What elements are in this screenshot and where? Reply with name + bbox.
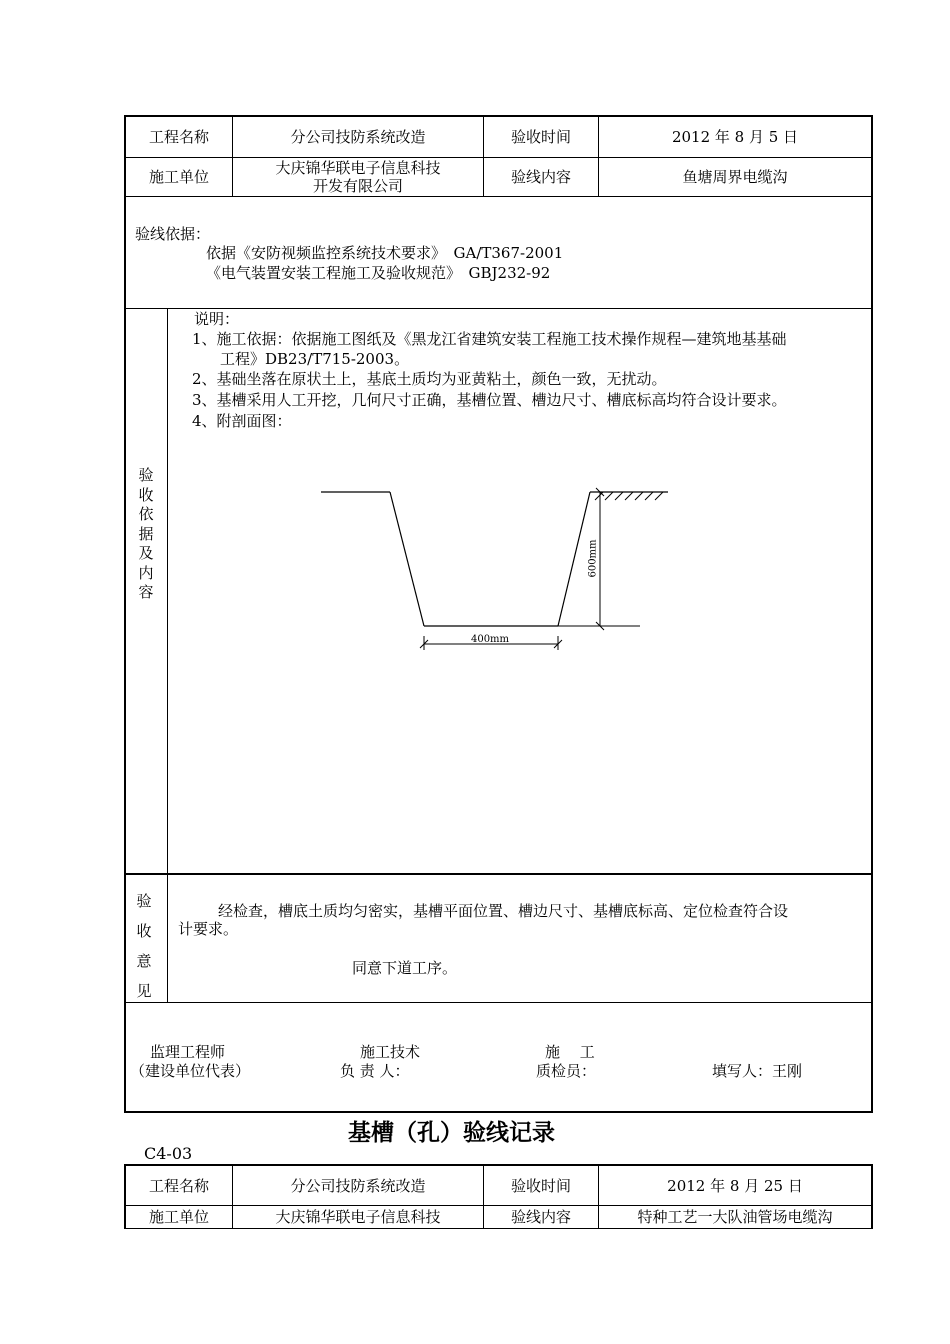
side-char: 容 bbox=[138, 583, 154, 601]
depth-label: 600mm bbox=[587, 539, 599, 578]
side-char: 意 bbox=[136, 952, 152, 970]
row-divider bbox=[124, 1228, 873, 1229]
row-divider bbox=[124, 196, 873, 197]
acceptance-time-value: 2012 年 8 月 5 日 bbox=[671, 128, 799, 146]
ground-hatch bbox=[595, 492, 663, 500]
project-name-value: 分公司技防系统改造 bbox=[290, 128, 426, 146]
side-char: 据 bbox=[138, 524, 154, 543]
width-label: 400mm bbox=[470, 634, 510, 645]
tech-lead-label-line-1: 施工技术 bbox=[360, 1043, 421, 1061]
explanation-item-3: 3、基槽采用人工开挖，几何尺寸正确，基槽位置、槽边尺寸、槽底标高均符合设计要求。 bbox=[192, 391, 787, 409]
side-col-divider bbox=[167, 308, 168, 1002]
side-char: 收 bbox=[138, 485, 154, 504]
side-char: 验 bbox=[138, 466, 154, 484]
opinion-line-2: 计要求。 bbox=[178, 920, 239, 938]
opinion-line-3: 同意下道工序。 bbox=[352, 959, 458, 977]
basis-heading: 验线依据： bbox=[135, 225, 211, 243]
acceptance-time-label: 验收时间 bbox=[510, 1176, 571, 1195]
explanation-item-1-line-1: 1、施工依据：依据施工图纸及《黑龙江省建筑安装工程施工技术操作规程—建筑地基基础 bbox=[192, 330, 787, 348]
trench-cross-section-drawing bbox=[300, 480, 680, 660]
content-label: 验线内容 bbox=[510, 168, 571, 186]
project-name-label: 工程名称 bbox=[148, 128, 209, 146]
page-title: 基槽（孔）验线记录 bbox=[348, 1120, 555, 1146]
supervisor-label-line-1: 监理工程师 bbox=[150, 1043, 226, 1061]
construction-unit-value: 大庆锦华联电子信息科技 bbox=[275, 1208, 441, 1226]
form-code: C4-03 bbox=[144, 1144, 193, 1163]
side-char: 收 bbox=[136, 922, 152, 940]
construction-unit-line2: 开发有限公司 bbox=[312, 177, 403, 195]
side-char: 依 bbox=[138, 505, 154, 523]
basis-line-1: 依据《安防视频监控系统技术要求》 GA/T367-2001 bbox=[206, 244, 564, 262]
content-label: 验线内容 bbox=[510, 1208, 571, 1226]
construction-unit-line1: 大庆锦华联电子信息科技 bbox=[275, 159, 441, 177]
basis-line-2: 《电气装置安装工程施工及验收规范》 GBJ232-92 bbox=[206, 264, 551, 282]
explanation-item-4: 4、附剖面图： bbox=[192, 412, 292, 430]
project-name-label: 工程名称 bbox=[148, 1176, 209, 1195]
construction-unit-value bbox=[233, 158, 483, 196]
construction-unit-label: 施工单位 bbox=[148, 168, 209, 186]
content-value: 鱼塘周界电缆沟 bbox=[682, 168, 788, 186]
side-label-opinion bbox=[134, 886, 154, 1006]
table-border-bottom bbox=[124, 1111, 873, 1113]
row-divider bbox=[124, 1002, 873, 1003]
side-char: 内 bbox=[138, 563, 154, 582]
inspector-label-line-1: 施 工 bbox=[545, 1043, 595, 1061]
side-label-basis-content bbox=[136, 466, 156, 603]
acceptance-time-label: 验收时间 bbox=[510, 128, 571, 146]
inspector-label-line-2: 质检员： bbox=[536, 1062, 597, 1080]
row-divider bbox=[124, 873, 873, 875]
table-border-right bbox=[871, 1164, 873, 1228]
construction-unit-label: 施工单位 bbox=[148, 1208, 209, 1226]
side-char: 及 bbox=[138, 544, 154, 562]
filler-signature: 填写人：王刚 bbox=[712, 1062, 803, 1080]
explanation-heading: 说明： bbox=[194, 310, 240, 328]
side-char: 验 bbox=[136, 892, 152, 910]
content-value: 特种工艺一大队油管场电缆沟 bbox=[637, 1208, 833, 1226]
tech-lead-label-line-2: 负 责 人： bbox=[340, 1062, 410, 1080]
acceptance-time-value: 2012 年 8 月 25 日 bbox=[667, 1176, 803, 1195]
table-border-left bbox=[124, 115, 126, 1112]
supervisor-label-line-2: （建设单位代表） bbox=[130, 1062, 251, 1080]
side-char: 见 bbox=[136, 982, 152, 1000]
opinion-line-1: 经检查，槽底土质均匀密实，基槽平面位置、槽边尺寸、基槽底标高、定位检查符合设 bbox=[218, 902, 789, 920]
explanation-item-1-line-2: 工程》DB23/T715-2003。 bbox=[220, 350, 410, 368]
project-name-value: 分公司技防系统改造 bbox=[290, 1176, 426, 1195]
table-border-right bbox=[871, 115, 873, 1112]
right-wall-line bbox=[558, 492, 590, 626]
left-wall-line bbox=[390, 492, 424, 626]
explanation-item-2: 2、基础坐落在原状土上，基底土质均为亚黄粘土，颜色一致，无扰动。 bbox=[192, 370, 667, 388]
